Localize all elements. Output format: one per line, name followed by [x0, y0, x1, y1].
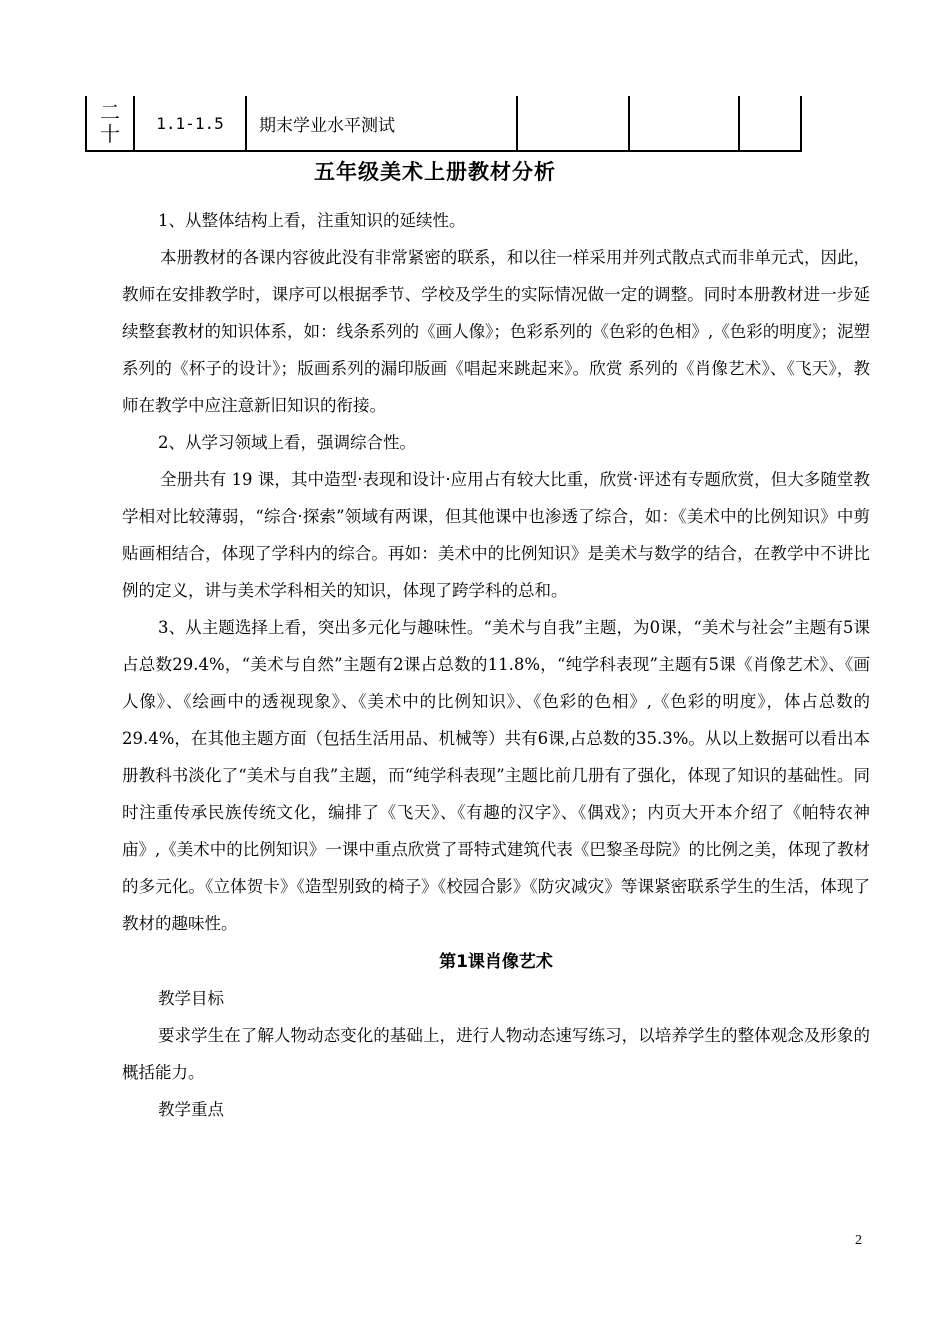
schedule-table-fragment — [85, 96, 802, 152]
page-title: 五年级美术上册教材分析 — [314, 160, 556, 184]
page-number: 2 — [855, 1233, 862, 1248]
week-cell — [86, 96, 134, 151]
empty-cell — [629, 96, 739, 151]
week-label: 二十 — [100, 100, 120, 146]
key-label: 教学重点 — [158, 1100, 224, 1119]
paragraph-1: 本册教材的各课内容彼此没有非常紧密的联系，和以往一样采用并列式散点式而非单元式，因此，教师在安排教学时，课序可以根据季节、学校及学生的实际情况做一定的调整。同时本册教材进一步延续整套教材的知识体系，如：线条系列的《画人像》；色彩系列的《色彩的色相》,《色彩的明度》；泥塑系列的《杯子的设计》；版画系列的漏印版画《唱起来跳起来》。欣赏 系列的《肖像艺术》、《飞天》，教师在教学中应注意新旧知识的衔接。 — [122, 248, 870, 415]
content-cell: 期末学业水平测试 — [246, 96, 517, 151]
table-row — [86, 96, 801, 151]
goal-text: 要求学生在了解人物动态变化的基础上，进行人物动态速写练习，以培养学生的整体观念及形象的概括能力。 — [122, 1026, 870, 1082]
lesson-heading: 第1课肖像艺术 — [439, 952, 553, 972]
empty-cell — [517, 96, 629, 151]
goal-label: 教学目标 — [158, 989, 224, 1008]
empty-cell — [739, 96, 801, 151]
paragraph-2: 全册共有 19 课，其中造型·表现和设计·应用占有较大比重，欣赏·评述有专题欣赏，但大多随堂教学相对比较薄弱，“综合·探索”领域有两课，但其他课中也渗透了综合，如：《美术中的比例知识》中剪贴画相结合，体现了学科内的综合。再如：美术中的比例知识》是美术与数学的结合，在教学中不讲比例的定义，讲与美术学科相关的知识，体现了跨学科的总和。 — [122, 470, 870, 600]
paragraph-3: 3、从主题选择上看，突出多元化与趣味性。“美术与自我”主题，为0课，“美术与社会”主题有5课占总数29.4%，“美术与自然”主题有2课占总数的11.8%，“纯学科表现”主题有5课《肖像艺术》、《画人像》、《绘画中的透视现象》、《美术中的比例知识》、《色彩的色相》,《色彩的明度》，体占总数的29.4%，在其他主题方面（包括生活用品、机械等）共有6课,占总数的35.3%。从以上数据可以看出本册教科书淡化了“美术与自我”主题，而“纯学科表现”主题比前几册有了强化，体现了知识的基础性。同时注重传承民族传统文化，编排了《飞天》、《有趣的汉字》、《偶戏》；内页大开本介绍了《帕特农神庙》,《美术中的比例知识》一课中重点欣赏了哥特式建筑代表《巴黎圣母院》的比例之美，体现了教材的多元化。《立体贺卡》《造型别致的椅子》《校园合影》《防灾减灾》等课紧密联系学生的生活，体现了教材的趣味性。 — [122, 618, 870, 933]
date-cell: 1.1-1.5 — [134, 96, 246, 151]
analysis-body — [122, 202, 870, 1128]
paragraph-heading-1: 1、从整体结构上看，注重知识的延续性。 — [158, 211, 466, 230]
paragraph-heading-2: 2、从学习领域上看，强调综合性。 — [158, 433, 416, 452]
